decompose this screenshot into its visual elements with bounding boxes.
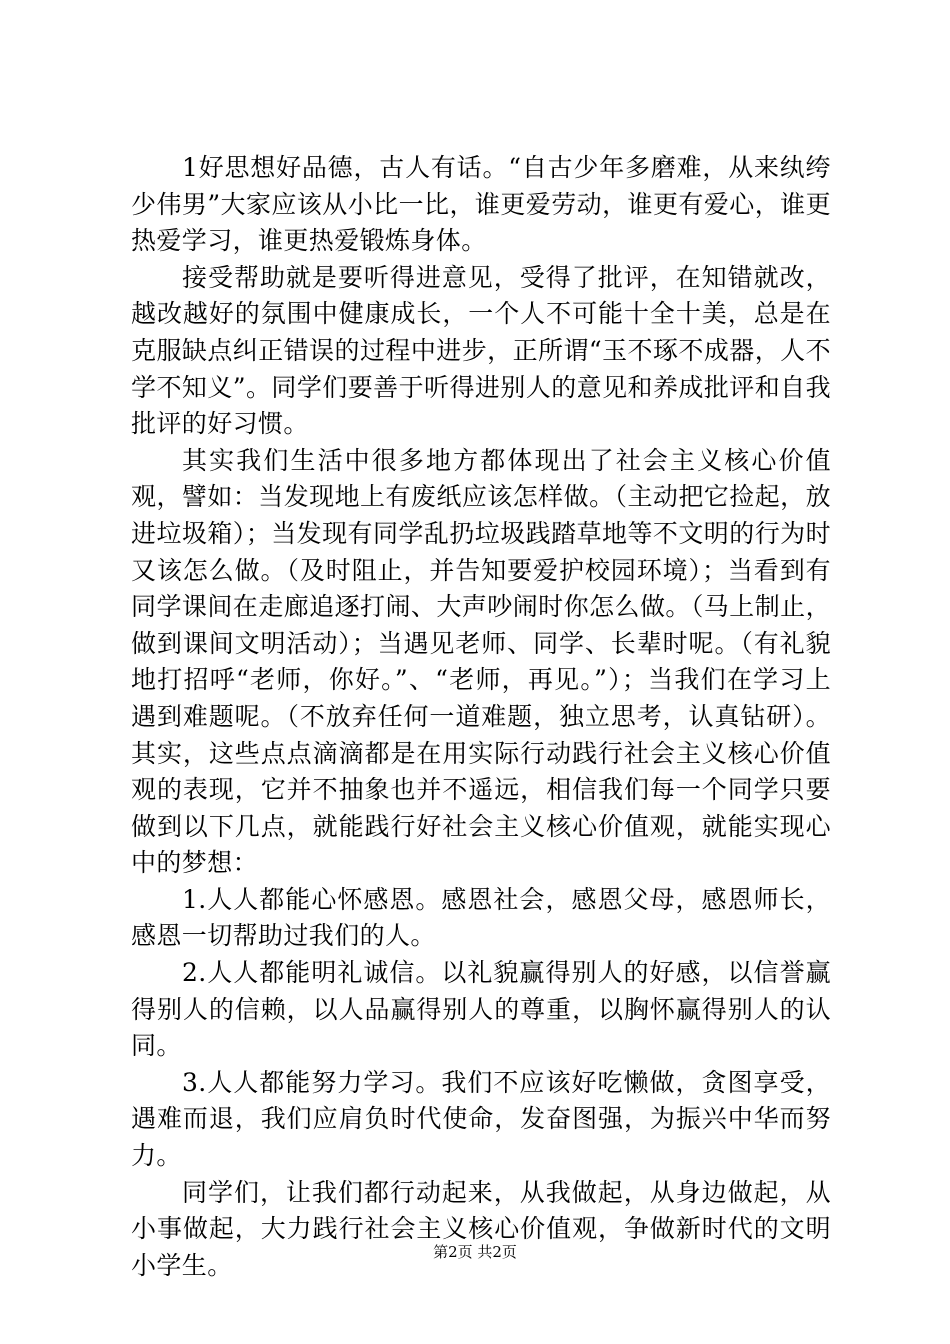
list-item-gratitude: 1.人人都能心怀感恩。感恩社会，感恩父母，感恩师长，感恩一切帮助过我们的人。 [131,884,831,951]
paragraph-accept-criticism: 接受帮助就是要听得进意见，受得了批评，在知错就改，越改越好的氛围中健康成长，一个人不可能十全十美，总是在克服缺点纠正错误的过程中进步，正所谓“玉不琢不成器，人不学不知义”。同学们要善于听得进别人的意见和养成批评和自我批评的好习惯。 [131,262,831,439]
paragraph-core-values-examples: 其实我们生活中很多地方都体现出了社会主义核心价值观，譬如：当发现地上有废纸应该怎样做。（主动把它捡起，放进垃圾箱）；当发现有同学乱扔垃圾践踏草地等不文明的行为时又该怎么做。（及时阻止，并告知要爱护校园环境）；当看到有同学课间在走廊追逐打闹、大声吵闹时你怎么做。（马上制止，做到课间文明活动）；当遇见老师、同学、长辈时呢。（有礼貌地打招呼“老师，你好。”、“老师，再见。”）；当我们在学习上遇到难题呢。（不放弃任何一道难题，独立思考，认真钻研）。其实，这些点点滴滴都是在用实际行动践行社会主义核心价值观的表现，它并不抽象也并不遥远，相信我们每一个同学只要做到以下几点，就能践行好社会主义核心价值观，就能实现心中的梦想： [131,445,831,878]
document-body [131,150,831,1284]
paragraph-closing: 同学们，让我们都行动起来，从我做起，从身边做起，从小事做起，大力践行社会主义核心价值观，争做新时代的文明小学生。 [131,1177,831,1280]
page-number-footer: 第2页 共2页 [433,1243,517,1261]
list-item-courtesy: 2.人人都能明礼诚信。以礼貌赢得别人的好感，以信誉赢得别人的信赖，以人品赢得别人的尊重，以胸怀赢得别人的认同。 [131,958,831,1061]
list-item-study: 3.人人都能努力学习。我们不应该好吃懒做，贪图享受，遇难而退，我们应肩负时代使命，发奋图强，为振兴中华而努力。 [131,1067,831,1171]
paragraph-virtue: 1好思想好品德，古人有话。“自古少年多磨难，从来纨绔少伟男”大家应该从小比一比，谁更爱劳动，谁更有爱心，谁更热爱学习，谁更热爱锻炼身体。 [131,153,831,256]
